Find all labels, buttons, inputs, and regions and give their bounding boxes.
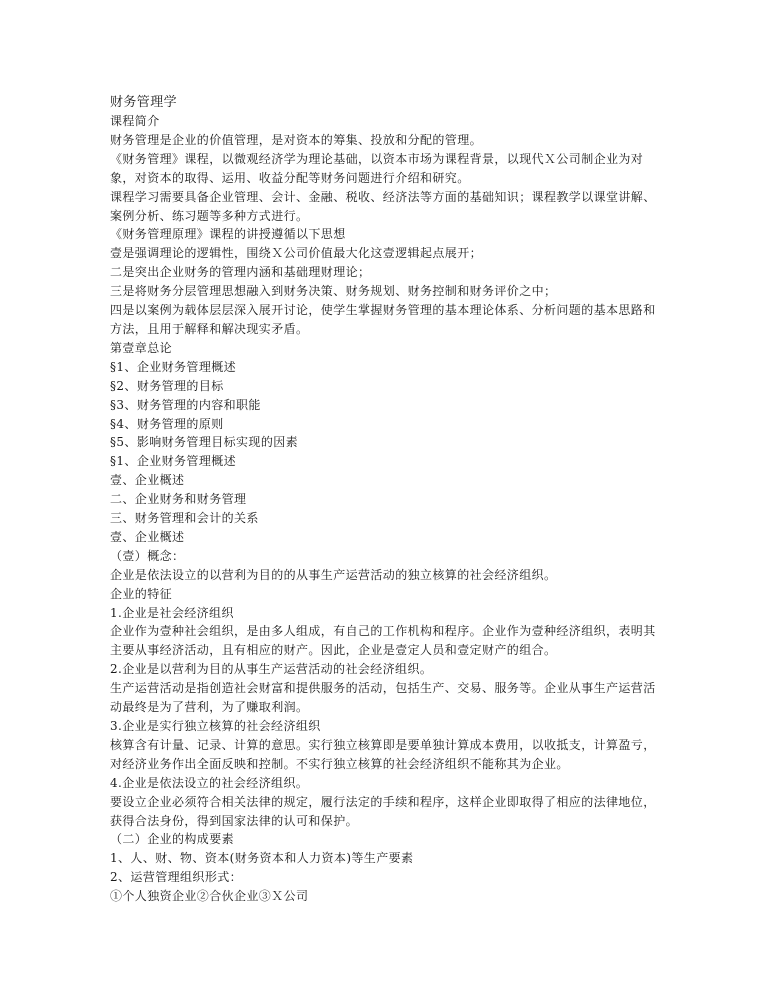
document-line: 课程简介 [110, 114, 160, 128]
document-line: §4、财务管理的原则 [110, 416, 224, 431]
document-line: 生产运营活动是指创造社会财富和提供服务的活动，包括生产、交易、服务等。企业从事生产运营活动最终是为了营利，为了赚取利润。 [110, 681, 656, 715]
document-line: 4.企业是依法设立的社会经济组织。 [110, 775, 309, 790]
document-line: 三、财务管理和会计的关系 [110, 511, 259, 526]
document-line: 1.企业是社会经济组织 [110, 605, 234, 620]
document-line: 企业是依法设立的以营利为目的的从事生产运营活动的独立核算的社会经济组织。 [110, 567, 557, 582]
document-line: 壹是强调理论的逻辑性，围绕Ｘ公司价值最大化这壹逻辑起点展开； [110, 246, 483, 261]
document-line: （二）企业的构成要素 [110, 832, 235, 847]
document-line: 二、企业财务和财务管理 [110, 492, 247, 507]
document-line: 2.企业是以营利为目的从事生产运营活动的社会经济组织。 [110, 662, 433, 677]
document-line: 2、运营管理组织形式： [110, 870, 243, 885]
document-line: 壹、企业概述 [110, 473, 185, 488]
document-line: §1、企业财务管理概述 [110, 454, 237, 469]
document-line: 四是以案例为载体层层深入展开讨论，使学生掌握财务管理的基本理论体系、分析问题的基本思路和方法，且用于解释和解决现实矛盾。 [110, 303, 656, 336]
document-line: 要设立企业必须符合相关法律的规定，履行法定的手续和程序，这样企业即取得了相应的法律地位，获得合法身份，得到国家法律的认可和保护。 [110, 794, 656, 828]
document-page [110, 93, 658, 906]
document-line: 企业的特征 [110, 586, 173, 601]
document-line: §5、影响财务管理目标实现的因素 [110, 435, 299, 450]
document-line: §2、财务管理的目标 [110, 378, 224, 393]
document-line: （壹）概念： [110, 548, 185, 563]
document-title: 财务管理学 [110, 95, 178, 110]
document-line: 财务管理是企业的价值管理，是对资本的筹集、投放和分配的管理。 [110, 132, 483, 147]
document-line: 三是将财务分层管理思想融入到财务决策、财务规划、财务控制和财务评价之中； [110, 284, 557, 299]
document-line: 核算含有计量、记录、计算的意思。实行独立核算即是要单独计算成本费用，以收抵支，计算盈亏，对经济业务作出全面反映和控制。不实行独立核算的社会经济组织不能称其为企业。 [110, 737, 656, 771]
document-line: 《财务管理》课程，以微观经济学为理论基础，以资本市场为课程背景，以现代Ｘ公司制企业为对象，对资本的取得、运用、收益分配等财务问题进行介绍和研究。 [110, 151, 644, 185]
document-body [110, 112, 658, 906]
document-line: 1、人、财、物、资本(财务资本和人力资本)等生产要素 [110, 851, 414, 866]
document-line: ①个人独资企业②合伙企业③Ｘ公司 [110, 889, 309, 904]
document-line: 二是突出企业财务的管理内涵和基础理财理论； [110, 265, 371, 280]
document-line: 壹、企业概述 [110, 529, 185, 544]
document-line: 《财务管理原理》课程的讲授遵循以下思想 [110, 227, 346, 242]
document-line: §1、企业财务管理概述 [110, 359, 237, 374]
document-line: §3、财务管理的内容和职能 [110, 397, 261, 412]
document-line: 课程学习需要具备企业管理、会计、金融、税收、经济法等方面的基础知识；课程教学以课堂讲解、案例分析、练习题等多种方式进行。 [110, 189, 656, 223]
document-line: 3.企业是实行独立核算的社会经济组织 [110, 719, 321, 733]
document-line: 第壹章总论 [110, 340, 173, 355]
document-line: 企业作为壹种社会组织，是由多人组成，有自己的工作机构和程序。企业作为壹种经济组织，表明其主要从事经济活动，且有相应的财产。因此，企业是壹定人员和壹定财产的组合。 [110, 624, 656, 658]
